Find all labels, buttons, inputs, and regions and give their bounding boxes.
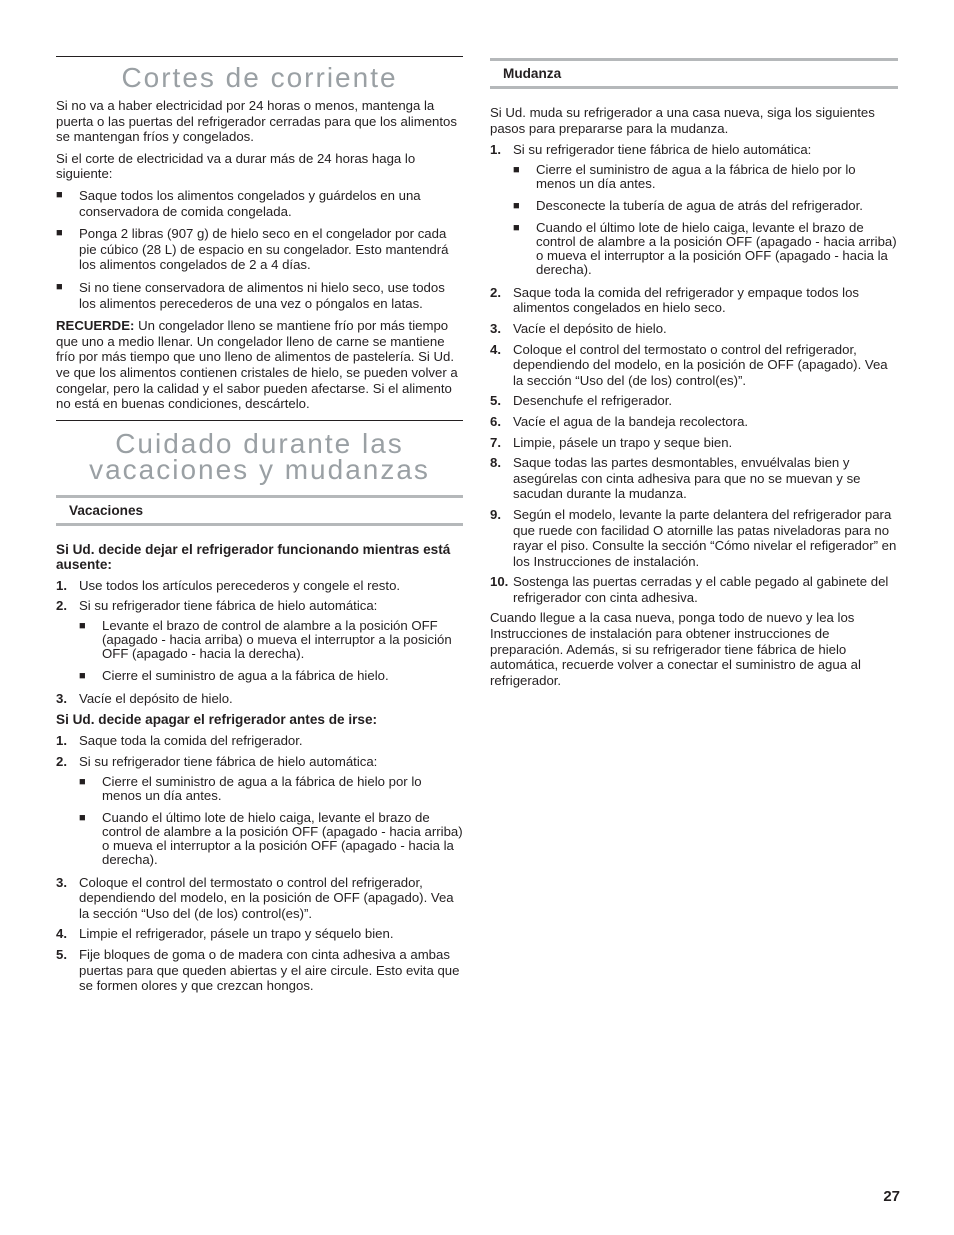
bullet-square-icon: ■ [79, 619, 86, 632]
numbered-item: 3. Vacíe el depósito de hielo. [56, 690, 233, 706]
numbered-item: 5. Fije bloques de goma o de madera con cinta adhesiva a ambas puertas para que queden abiertas y el aire circule. Esto evita que se formen olores y que crezcan hongos. [56, 947, 460, 994]
lead-text: Si Ud. decide apagar el refrigerador antes de irse: [56, 712, 378, 728]
right-column [490, 58, 898, 694]
numbered-item: 8. Saque todas las partes desmontables, envuélvalas bien y asegúrelas con cinta adhesiva para que no se muevan y se sacudan durante la mudanza. [490, 455, 861, 502]
bullet-square-icon: ■ [513, 221, 520, 234]
numbered-item: 2. Si su refrigerador tiene fábrica de hielo automática: [56, 598, 378, 614]
numbered-item: 4. Coloque el control del termostato o control del refrigerador, dependiendo del modelo, en la posición de OFF (apagado). Vea la sección “Uso del (de los) control(es)”. [490, 341, 888, 388]
list-item: ■ Cuando el último lote de hielo caiga, levante el brazo de control de alambre a la posición OFF (apagado - hacia arriba) o mueva el interruptor a la posición OFF (apagado - hacia la derecha). [513, 219, 897, 277]
numbered-item: 4. Limpie el refrigerador, pásele un trapo y séquelo bien. [56, 926, 394, 942]
list-item: ■ Cierre el suministro de agua a la fábrica de hielo. [79, 667, 389, 683]
bullet-square-icon: ■ [79, 811, 86, 824]
numbered-item: 6. Vacíe el agua de la bandeja recolectora. [490, 413, 749, 429]
numbered-item: 10. Sostenga las puertas cerradas y el cable pegado al gabinete del refrigerador con cinta adhesiva. [490, 574, 889, 605]
left-column [56, 56, 463, 999]
paragraph: Si el corte de electricidad va a durar más de 24 horas haga lo siguiente: [56, 150, 416, 182]
bullet-square-icon: ■ [513, 163, 520, 176]
remember-label: RECUERDE: [56, 318, 135, 334]
numbered-item: 3. Vacíe el depósito de hielo. [490, 320, 667, 336]
numbered-item: 9. Según el modelo, levante la parte delantera del refrigerador para que ruede con facilidad O atornille las patas niveladoras para no rayar el piso. Consulte la sección “Cómo nivelar el refigerador” en los Instrucciones de instalación. [490, 506, 897, 569]
bullet-square-icon: ■ [56, 280, 63, 293]
bullet-square-icon: ■ [79, 775, 86, 788]
list-item: ■ Ponga 2 libras (907 g) de hielo seco en el congelador por cada pie cúbico (28 L) de espacio en su congelador. Esto mantendrá los alimentos congelados de 2 a 4 días. [56, 226, 449, 273]
bullet-square-icon: ■ [513, 199, 520, 212]
bullet-square-icon: ■ [56, 188, 63, 201]
paragraph: Cuando llegue a la casa nueva, ponga todo de nuevo y lea los Instrucciones de instalación para obtener instrucciones de preparación. Además, si su refrigerador tiene fábrica de hielo automática, recuerde volver a conectar el suministro de agua al refrigerador. [490, 610, 861, 688]
subheading-vacation: Vacaciones [56, 495, 463, 526]
numbered-item: 3. Coloque el control del termostato o control del refrigerador, dependiendo del modelo, en la posición de OFF (apagado). Vea la sección “Uso del (de los) control(es)”. [56, 874, 454, 921]
numbered-item: 5. Desenchufe el refrigerador. [490, 393, 673, 409]
list-item: ■ Cierre el suministro de agua a la fábrica de hielo por lo menos un día antes. [513, 161, 856, 191]
numbered-item: 1. Use todos los artículos perecederos y congele el resto. [56, 577, 401, 593]
sub-list [79, 619, 463, 683]
numbered-item: 7. Limpie, pásele un trapo y seque bien. [490, 434, 733, 450]
list-item: ■ Si no tiene conservadora de alimentos ni hielo seco, use todos los alimentos perecederos de una vez o póngalos en latas. [56, 279, 445, 311]
sub-list [513, 163, 898, 277]
sub-list [79, 775, 463, 867]
paragraph: Si no va a haber electricidad por 24 horas o menos, mantenga la puerta o las puertas del refrigerador cerradas para que los alimentos se mantengan fríos y congelados. [56, 98, 457, 145]
numbered-item: 2. Saque toda la comida del refrigerador y empaque todos los alimentos congelados en hielo seco. [490, 284, 860, 316]
heading-vacation-moving: Cuidado durante las vacaciones y mudanzas [89, 427, 430, 485]
numbered-item: 1. Saque toda la comida del refrigerador. [56, 733, 303, 749]
list-item: ■ Cierre el suministro de agua a la fábrica de hielo por lo menos un día antes. [79, 773, 422, 803]
remember-note: RECUERDE: Un congelador lleno se mantiene frío por más tiempo que uno a medio llenar. Un congelador lleno de carne se mantiene frío por más tiempo que uno lleno de alimentos de pastelería. Si Ud. ve que los alimentos contienen cristales de hielo, se pueden volver a congelar, pero la calidad y el sabor pueden afectarse. Si el alimento no está en buenas condiciones, descártelo. [56, 318, 458, 412]
page-number: 27 [883, 1188, 900, 1205]
lead-text: Si Ud. decide dejar el refrigerador funcionando mientras está ausente: [56, 541, 451, 572]
list-item: ■ Desconecte la tubería de agua de atrás del refrigerador. [513, 197, 863, 213]
heading-power-outages: Cortes de corriente [121, 62, 398, 93]
section-rule [56, 420, 463, 421]
numbered-item: 1. Si su refrigerador tiene fábrica de hielo automática: [490, 142, 812, 158]
section-rule [56, 56, 463, 57]
list-item: ■ Levante el brazo de control de alambre a la posición OFF (apagado - hacia arriba) o mueva el interruptor a la posición OFF (apagado - hacia la derecha). [79, 617, 452, 661]
bullet-square-icon: ■ [79, 669, 86, 682]
paragraph: Si Ud. muda su refrigerador a una casa nueva, siga los siguientes pasos para prepararse para la mudanza. [490, 105, 875, 136]
subheading-moving: Mudanza [490, 58, 898, 89]
list-item: ■ Cuando el último lote de hielo caiga, levante el brazo de control de alambre a la posición OFF (apagado - hacia arriba) o mueva el interruptor a la posición OFF (apagado - hacia la derecha). [79, 809, 463, 867]
bullet-square-icon: ■ [56, 227, 63, 240]
list-item: ■ Saque todos los alimentos congelados y guárdelos en una conservadora de comida congelada. [56, 187, 421, 219]
numbered-item: 2. Si su refrigerador tiene fábrica de hielo automática: [56, 754, 378, 770]
